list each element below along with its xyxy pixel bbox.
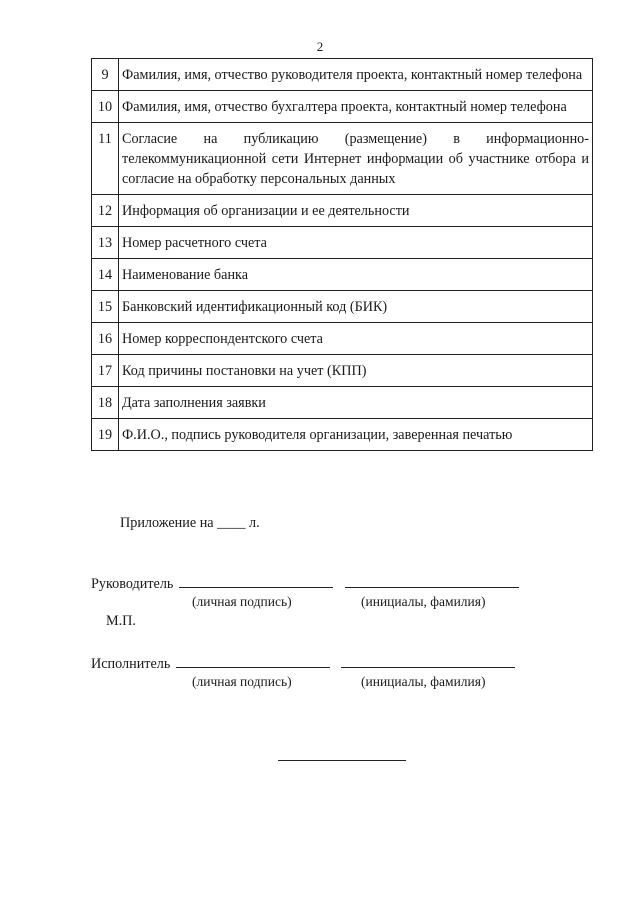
row-number: 14 — [92, 259, 119, 291]
head-name-line — [345, 573, 519, 588]
row-field-name: Фамилия, имя, отчество руководителя проекта, контактный номер телефона — [119, 59, 593, 91]
application-fields-table — [91, 58, 593, 451]
row-number: 12 — [92, 195, 119, 227]
row-field-name: Фамилия, имя, отчество бухгалтера проекта, контактный номер телефона — [119, 91, 593, 123]
row-number: 18 — [92, 387, 119, 419]
appendix-note: Приложение на ____ л. — [120, 515, 260, 531]
row-field-name: Дата заполнения заявки — [119, 387, 593, 419]
executor-name-caption: (инициалы, фамилия) — [361, 674, 486, 689]
head-signature-caption: (личная подпись) — [192, 594, 292, 609]
executor-label: Исполнитель — [91, 656, 171, 672]
row-field-name: Наименование банка — [119, 259, 593, 291]
row-field-name: Код причины постановки на учет (КПП) — [119, 355, 593, 387]
row-number: 19 — [92, 419, 119, 451]
row-number: 9 — [92, 59, 119, 91]
table-row — [92, 91, 593, 123]
row-number: 17 — [92, 355, 119, 387]
table-row — [92, 419, 593, 451]
head-signature-line — [179, 573, 333, 588]
head-label: Руководитель — [91, 576, 174, 592]
row-field-name: Номер расчетного счета — [119, 227, 593, 259]
stamp-place: М.П. — [106, 613, 136, 629]
row-number: 16 — [92, 323, 119, 355]
row-field-name: Согласие на публикацию (размещение) в информационно-телекоммуникационной сети Интернет информации об участнике отбора и согласие на обработку персональных данных — [119, 123, 593, 195]
table-row — [92, 355, 593, 387]
table-row — [92, 123, 593, 195]
row-field-name: Банковский идентификационный код (БИК) — [119, 291, 593, 323]
table-row — [92, 227, 593, 259]
row-number: 10 — [92, 91, 119, 123]
page-number: 2 — [316, 39, 324, 54]
row-number: 13 — [92, 227, 119, 259]
executor-signature-row — [91, 653, 515, 673]
table-row — [92, 291, 593, 323]
row-number: 15 — [92, 291, 119, 323]
head-name-caption: (инициалы, фамилия) — [361, 594, 486, 609]
row-field-name: Ф.И.О., подпись руководителя организации, заверенная печатью — [119, 419, 593, 451]
table-row — [92, 387, 593, 419]
table-row — [92, 259, 593, 291]
table-row — [92, 323, 593, 355]
table-row — [92, 195, 593, 227]
executor-name-line — [341, 653, 515, 668]
row-number: 11 — [92, 123, 119, 195]
head-signature-row — [91, 573, 519, 593]
table-row — [92, 59, 593, 91]
row-field-name: Номер корреспондентского счета — [119, 323, 593, 355]
executor-signature-line — [176, 653, 330, 668]
row-field-name: Информация об организации и ее деятельности — [119, 195, 593, 227]
executor-signature-caption: (личная подпись) — [192, 674, 292, 689]
end-divider — [278, 760, 406, 761]
